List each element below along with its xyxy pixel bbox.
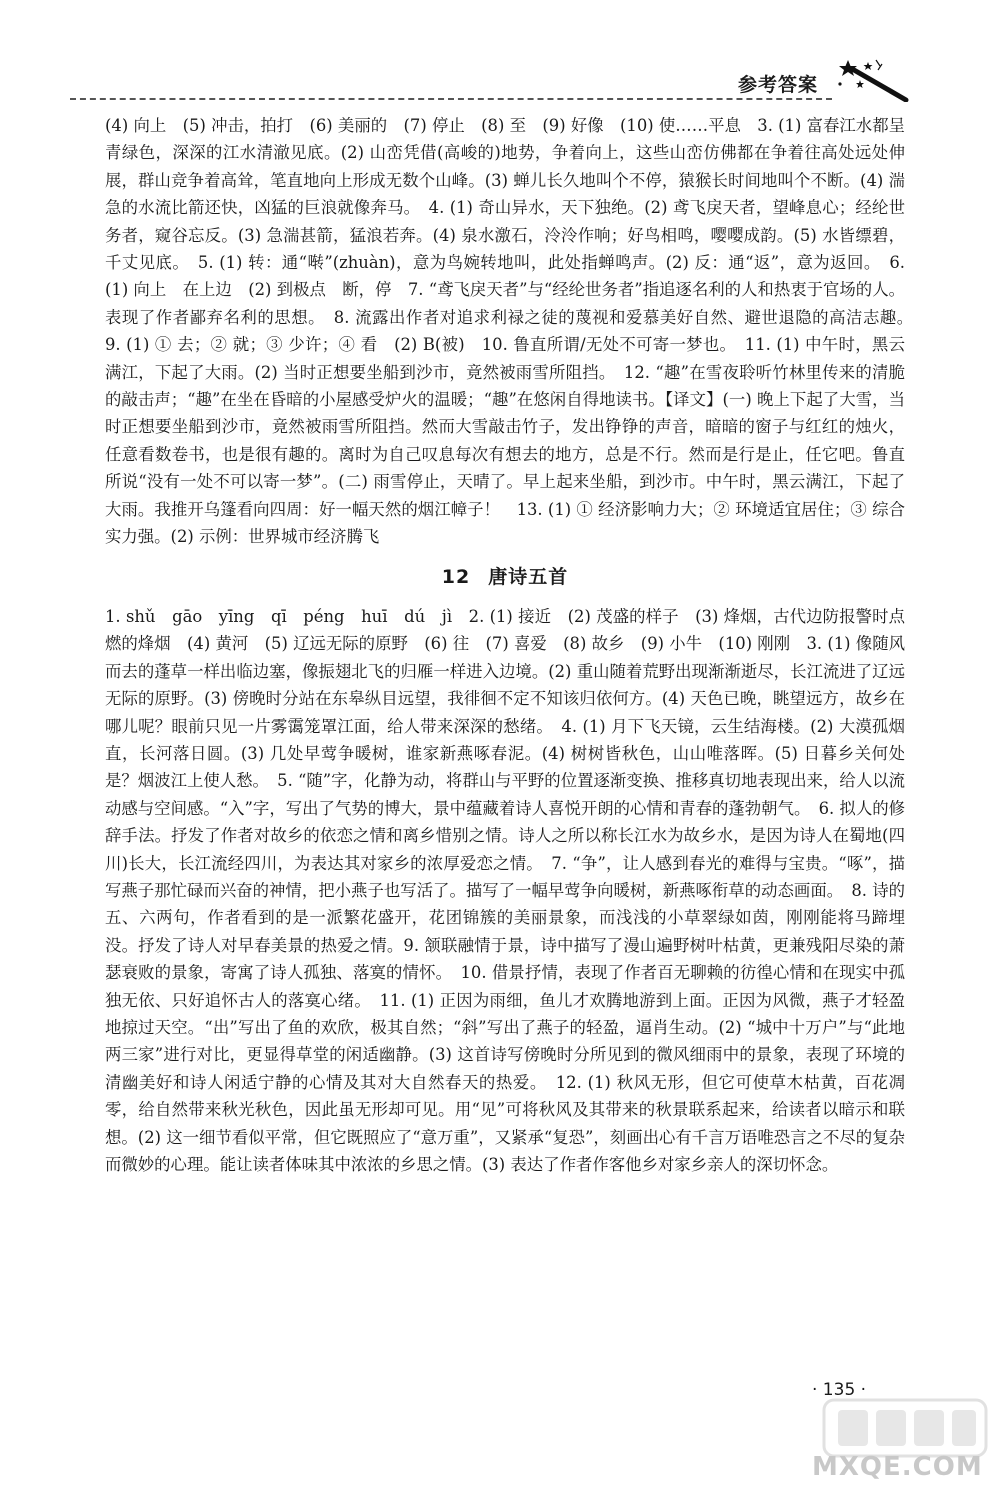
page-number: · 135 · xyxy=(812,1380,867,1400)
section-11-answers: (4) 向上 (5) 冲击，拍打 (6) 美丽的 (7) 停止 (8) 至 (9) 好像 (10) 使……平息 3. (1) 富春江水都呈青绿色，深深的江水清澈见底。(2) 山峦凭借(高峻的)地势，争着向上，这些山峦仿佛都在争着往高处远处伸展，群山竞争着高耸，笔直地向上形成无数个山峰。(3) 蝉儿长久地叫个不停，猿猴长时间地叫个不断。(4) 湍急的水流比箭还快，凶猛的巨浪就像奔马。 4. (1) 奇山异水，天下独绝。(2) 鸢飞戾天者，望峰息心；经纶世务者，窥谷忘反。(3) 急湍甚箭，猛浪若奔。(4) 泉水激石，泠泠作响；好鸟相鸣，嘤嘤成韵。(5) 水皆缥碧，千丈见底。 5. (1) 转：通“啭”(zhuàn)，意为鸟婉转地叫，此处指蝉鸣声。(2) 反：通“返”，意为返回。 6. (1) 向上 在上边 (2) 到极点 断，停 7. “鸢飞戾天者”与“经纶世务者”指追逐名利的人和热衷于官场的人。表现了作者鄙弃名利的思想。 8. 流露出作者对追求利禄之徒的蔑视和爱慕美好自然、避世退隐的高洁志趣。 9. (1) ① 去；② 就；③ 少许；④ 看 (2) B(被) 10. 鲁直所谓/无处不可寄一梦也。 11. (1) 中午时，黑云满江，下起了大雨。(2) 当时正想要坐船到沙市，竟然被雨雪所阻挡。 12. “趣”在雪夜聆听竹林里传来的清脆的敲击声；“趣”在坐在昏暗的小屋感受炉火的温暖；“趣”在悠闲自得地读书。【译文】(一) 晚上下起了大雪，当时正想要坐船到沙市，竟然被雨雪所阻挡。然而大雪敲击竹子，发出铮铮的声音，暗暗的窗子与红红的烛火，任意看数卷书，也是很有趣的。离时为自己叹息每次有想去的地方，总是不行。然而是行是止，任它吧。鲁直所说“没有一处不可以寄一梦”。(二) 雨雪停止，天晴了。早上起来坐船，到沙市。中午时，黑云满江，下起了大雨。我推开乌篷看向四周：好一幅天然的烟江幛子！ 13. (1) ① 经济影响力大；② 环境适宜居住；③ 综合实力强。(2) 示例：世界城市经济腾飞 xyxy=(105,116,922,547)
section-title-text: 唐诗五首 xyxy=(488,565,569,588)
page-header xyxy=(70,58,930,102)
section-heading xyxy=(105,564,905,591)
section-12-answers: 1. shǔ gāo yīng qī péng huī dú jì 2. (1) 接近 (2) 茂盛的样子 (3) 烽烟，古代边防报警时点燃的烽烟 (4) 黄河 (5) 辽远无际的原野 (6) 往 (7) 喜爱 (8) 故乡 (9) 小牛 (10) 刚刚 3. (1) 像随风而去的蓬草一样出临边塞，像振翅北飞的归雁一样进入边境。(2) 重山随着荒野出现渐渐逝尽，长江流进了辽远无际的原野。(3) 傍晚时分站在东皋纵目远望，我徘徊不定不知该归依何方。(4) 天色已晚，眺望远方，故乡在哪儿呢？眼前只见一片雾霭笼罩江面，给人带来深深的愁绪。 4. (1) 月下飞天镜，云生结海楼。(2) 大漠孤烟直，长河落日圆。(3) 几处早莺争暖树，谁家新燕啄春泥。(4) 树树皆秋色，山山唯落晖。(5) 日暮乡关何处是？烟波江上使人愁。 5. “随”字，化静为动，将群山与平野的位置逐渐变换、推移真切地表现出来，给人以流动感与空间感。“入”字，写出了气势的博大，景中蕴藏着诗人喜悦开朗的心情和青春的蓬勃朝气。 6. 拟人的修辞手法。抒发了作者对故乡的依恋之情和离乡惜别之情。诗人之所以称长江水为故乡水，是因为诗人在蜀地(四川)长大，长江流经四川，为表达其对家乡的浓厚爱恋之情。 7. “争”，让人感到春光的难得与宝贵。“啄”，描写燕子那忙碌而兴奋的神情，把小燕子也写活了。描写了一幅早莺争向暖树，新燕啄衔草的动态画面。 8. 诗的五、六两句，作者看到的是一派繁花盛开，花团锦簇的美丽景象，而浅浅的小草翠绿如茵，刚刚能将马蹄埋没。抒发了诗人对早春美景的热爱之情。9. 颔联融情于景，诗中描写了漫山遍野树叶枯黄，更兼残阳尽染的萧瑟衰败的景象，寄寓了诗人孤独、落寞的情怀。 10. 借景抒情，表现了作者百无聊赖的彷徨心情和在现实中孤独无依、只好追怀古人的落寞心绪。 11. (1) 正因为雨细，鱼儿才欢腾地游到上面。正因为风微，燕子才轻盈地掠过天空。“出”写出了鱼的欢欣，极其自然；“斜”写出了燕子的轻盈，逼肖生动。(2) “城中十万户”与“此地两三家”进行对比，更显得草堂的闲适幽静。(3) 这首诗写傍晚时分所见到的微风细雨中的景象，表现了环境的清幽美好和诗人闲适宁静的心情及其对大自然春天的热爱。 12. (1) 秋风无形，但它可使草木枯黄，百花凋零，给自然带来秋光秋色，因此虽无形却可见。用“见”可将秋风及其带来的秋景联系起来，给读者以暗示和联想。(2) 这一细节看似平常，但它既照应了“意万重”，又紧承“复恐”，刻画出心有千言万语唯恐言之不尽的复杂而微妙的心理。能让读者体味其中浓浓的乡思之情。(3) 表达了作者作客他乡对家乡亲人的深切怀念。 xyxy=(105,606,905,1175)
header-title: 参考答案 xyxy=(737,74,818,96)
header-dashed-rule xyxy=(70,98,832,100)
section-number: 12 xyxy=(441,565,471,588)
magic-wand-icon xyxy=(832,58,912,102)
watermark-url: MXQE.COM xyxy=(812,1452,983,1482)
answer-content xyxy=(105,112,922,1178)
